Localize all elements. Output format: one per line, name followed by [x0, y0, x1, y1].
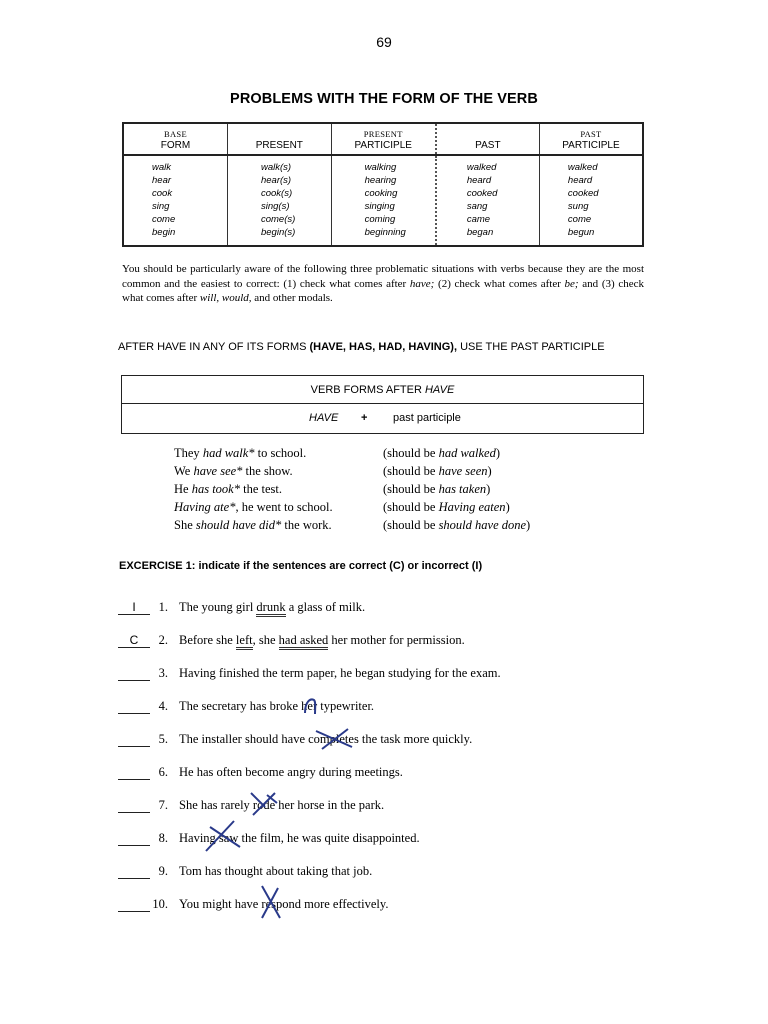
item-number: 8. — [158, 831, 168, 845]
underlined-verb: drunk — [256, 600, 285, 617]
verb-table-header-row — [123, 123, 643, 155]
answer-blank[interactable] — [118, 864, 150, 879]
table-cell: heard — [466, 175, 492, 186]
table-cell: walked — [567, 162, 598, 173]
table-cell: cook(s) — [260, 188, 293, 199]
item-sentence: Having saw the film, he was quite disappointed. — [179, 831, 420, 845]
exercise-item — [118, 795, 558, 828]
example-row: Having ate*, he went to school. (should be Having eaten) — [174, 500, 510, 514]
header-past: PAST — [436, 123, 540, 155]
column-base-form — [123, 155, 227, 246]
handwritten-cross-mark — [314, 727, 354, 751]
page-number: 69 — [376, 34, 392, 50]
handwritten-cross-mark — [258, 884, 284, 920]
table-cell: walk — [152, 162, 172, 173]
example-row: We have see* the show. (should be have seen) — [174, 464, 492, 478]
exercise-item — [118, 762, 558, 795]
table-cell: come — [152, 214, 176, 225]
example-sentences — [174, 444, 530, 534]
item-sentence: He has often become angry during meetings. — [179, 765, 403, 779]
item-number: 5. — [158, 732, 168, 746]
table-cell: began — [466, 227, 494, 238]
exercise-item — [118, 828, 558, 861]
table-cell: sung — [567, 201, 589, 212]
item-sentence: The secretary has broke her typewriter. — [179, 699, 375, 713]
table-cell: hear — [152, 175, 172, 186]
table-cell: hear(s) — [260, 175, 292, 186]
column-present-participle — [331, 155, 436, 246]
item-sentence: Tom has thought about taking that job. — [179, 864, 373, 878]
table-cell: come(s) — [260, 214, 296, 225]
header-present-participle: PRESENT PARTICIPLE — [331, 123, 436, 155]
verb-table-body-row — [123, 155, 643, 246]
table-cell: cooking — [364, 188, 398, 199]
item-number: 6. — [158, 765, 168, 779]
exercise-item — [118, 597, 558, 630]
answer-blank[interactable] — [118, 699, 150, 714]
item-sentence: The installer should have completes the task more quickly. — [179, 732, 473, 746]
column-past-participle — [539, 155, 643, 246]
item-sentence: She has rarely rode her horse in the park. — [179, 798, 385, 812]
have-box-title: VERB FORMS AFTER HAVE — [122, 376, 643, 404]
answer-blank[interactable] — [118, 666, 150, 681]
exercise-item — [118, 729, 558, 762]
item-number: 3. — [158, 666, 168, 680]
table-cell: hearing — [364, 175, 397, 186]
table-cell: sing(s) — [260, 201, 290, 212]
answer-blank[interactable]: I — [118, 600, 150, 615]
item-number: 1. — [158, 600, 168, 614]
table-cell: cooked — [567, 188, 599, 199]
answer-blank[interactable]: C — [118, 633, 150, 648]
table-cell: walk(s) — [260, 162, 292, 173]
exercise-item — [118, 630, 558, 663]
table-cell: walked — [466, 162, 497, 173]
table-cell: cooked — [466, 188, 498, 199]
answer-blank[interactable] — [118, 765, 150, 780]
table-cell: coming — [364, 214, 396, 225]
table-cell: begin — [152, 227, 176, 238]
item-number: 9. — [158, 864, 168, 878]
example-row: They had walk* to school. (should be had walked) — [174, 446, 501, 460]
item-number: 10. — [152, 897, 168, 911]
header-past-participle: PAST PARTICIPLE — [539, 123, 643, 155]
table-cell: singing — [364, 201, 395, 212]
formula-have: HAVE — [309, 412, 339, 424]
intro-paragraph: You should be particularly aware of the following three problematic situations with verbs because they are the most common and the easiest to correct: (1) check what comes after have; (2) check what comes after be; and (3) check what comes after will, would, and other modals. — [122, 263, 644, 304]
header-present: PRESENT — [227, 123, 331, 155]
item-sentence: Having finished the term paper, he began studying for the exam. — [179, 666, 501, 680]
exercise-item — [118, 696, 558, 729]
have-box-formula — [122, 404, 643, 433]
column-past — [436, 155, 540, 246]
underlined-verb: left — [236, 633, 253, 650]
have-rule-heading: AFTER HAVE IN ANY OF ITS FORMS (HAVE, HAS, HAD, HAVING), USE THE PAST PARTICIPLE — [118, 341, 605, 353]
table-cell: sang — [466, 201, 488, 212]
item-number: 4. — [158, 699, 168, 713]
example-row: He has took* the test. (should be has taken) — [174, 482, 491, 496]
item-number: 2. — [158, 633, 168, 647]
exercise-item — [118, 861, 558, 894]
exercise-list — [118, 597, 558, 927]
item-number: 7. — [158, 798, 168, 812]
table-cell: heard — [567, 175, 593, 186]
exercise-heading: EXCERCISE 1: indicate if the sentences are correct (C) or incorrect (I) — [119, 560, 483, 572]
table-cell: begin(s) — [260, 227, 296, 238]
answer-blank[interactable] — [118, 897, 150, 912]
table-cell: came — [466, 214, 491, 225]
exercise-item — [118, 663, 558, 696]
underlined-verb: had asked — [279, 633, 329, 650]
have-rule-box — [121, 375, 644, 434]
column-present — [227, 155, 331, 246]
table-cell: beginning — [364, 227, 406, 238]
answer-blank[interactable] — [118, 732, 150, 747]
handwritten-cross-mark — [249, 789, 279, 817]
example-row: She should have did* the work. (should be should have done) — [174, 518, 531, 532]
table-cell: walking — [364, 162, 397, 173]
table-cell: sing — [152, 201, 170, 212]
item-sentence: You might have respond more effectively. — [179, 897, 389, 911]
formula-past-participle: past participle — [393, 412, 461, 424]
answer-blank[interactable] — [118, 798, 150, 813]
answer-blank[interactable] — [118, 831, 150, 846]
table-cell: cook — [152, 188, 173, 199]
item-sentence: Before she left, she had asked her mother for permission. — [179, 633, 465, 648]
verb-forms-table — [122, 122, 644, 247]
table-cell: come — [567, 214, 592, 225]
handwritten-cross-mark — [204, 819, 242, 853]
header-base-form: BASE FORM — [123, 123, 227, 155]
formula-plus: + — [361, 412, 368, 424]
page-title: PROBLEMS WITH THE FORM OF THE VERB — [230, 91, 538, 107]
table-cell: begun — [567, 227, 595, 238]
handwritten-insert-mark — [302, 696, 318, 716]
item-sentence: The young girl drunk a glass of milk. — [179, 600, 365, 615]
exercise-item — [118, 894, 558, 927]
